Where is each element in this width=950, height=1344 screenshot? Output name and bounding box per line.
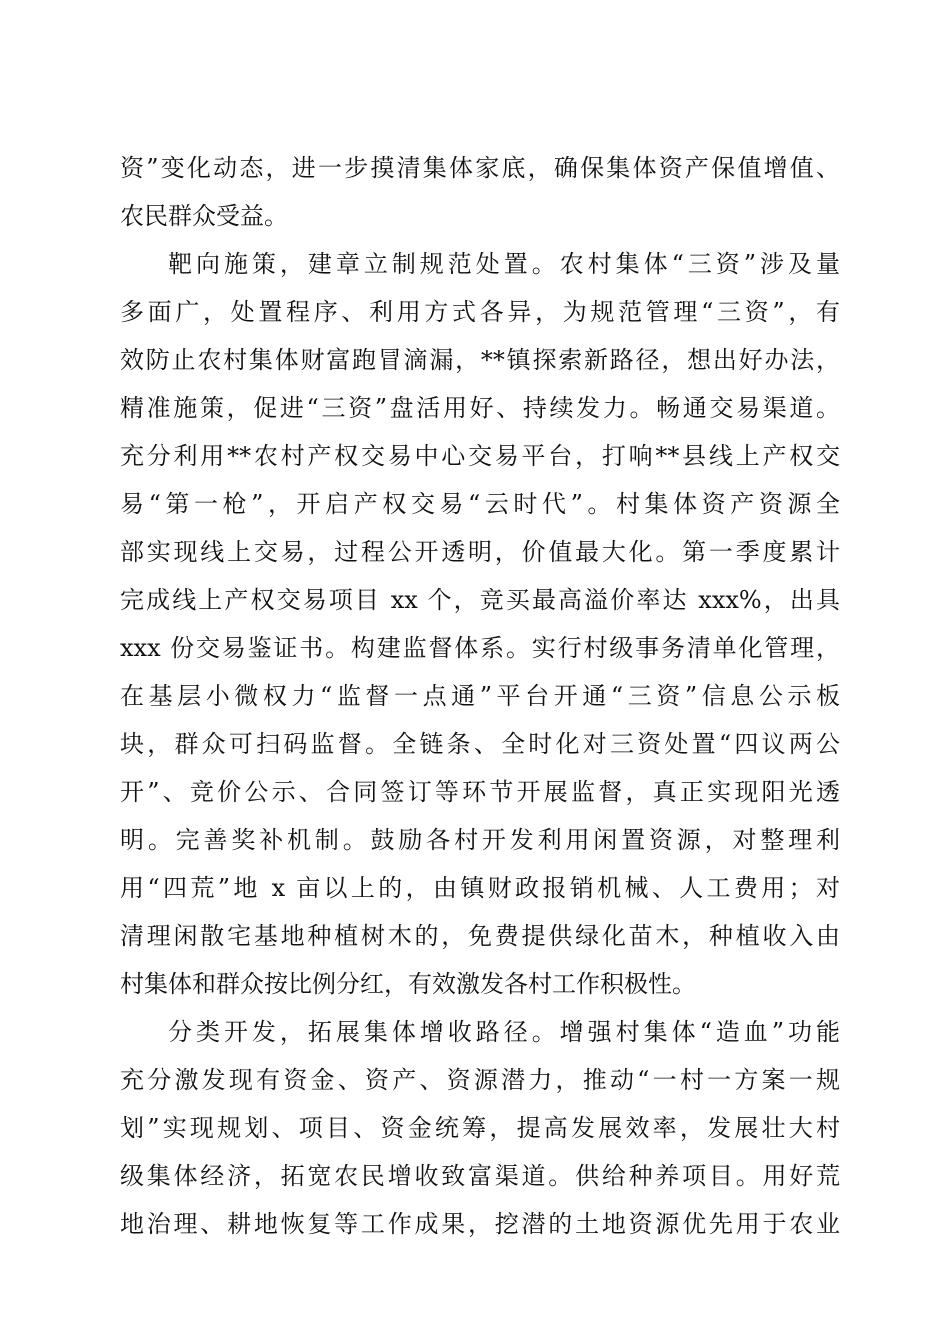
text-line-17: 清理闲散宅基地种植树木的，免费提供绿化苗木，种植收入由 bbox=[120, 922, 840, 950]
text-line-11: xxx 份交易鉴证书。构建监督体系。实行村级事务清单化管理， bbox=[120, 634, 840, 662]
text-line-10: 完成线上产权交易项目 xx 个，竞买最高溢价率达 xxx%，出具 bbox=[120, 586, 840, 614]
text-line-23: 地治理、耕地恢复等工作成果，挖潜的土地资源优先用于农业 bbox=[120, 1210, 840, 1238]
text-line-8: 易“第一枪”，开启产权交易“云时代”。村集体资产资源全 bbox=[120, 490, 840, 518]
text-line-4: 多面广，处置程序、利用方式各异，为规范管理“三资”，有 bbox=[120, 298, 840, 326]
text-line-16: 用“四荒”地 x 亩以上的，由镇财政报销机械、人工费用；对 bbox=[120, 874, 840, 902]
text-line-14: 开”、竞价公示、合同签订等环节开展监督，真正实现阳光透 bbox=[120, 778, 840, 806]
text-line-6: 精准施策，促进“三资”盘活用好、持续发力。畅通交易渠道。 bbox=[120, 394, 840, 422]
text-line-20: 充分激发现有资金、资产、资源潜力，推动“一村一方案一规 bbox=[120, 1066, 840, 1094]
text-line-18: 村集体和群众按比例分红，有效激发各村工作积极性。 bbox=[120, 970, 696, 998]
text-line-22: 级集体经济，拓宽农民增收致富渠道。供给种养项目。用好荒 bbox=[120, 1162, 840, 1190]
text-line-13: 块，群众可扫码监督。全链条、全时化对三资处置“四议两公 bbox=[120, 730, 840, 758]
text-line-15: 明。完善奖补机制。鼓励各村开发利用闲置资源，对整理利 bbox=[120, 826, 840, 854]
text-line-7: 充分利用**农村产权交易中心交易平台，打响**县线上产权交 bbox=[120, 442, 840, 470]
text-line-21: 划”实现规划、项目、资金统筹，提高发展效率，发展壮大村 bbox=[120, 1114, 840, 1142]
text-line-9: 部实现线上交易，过程公开透明，价值最大化。第一季度累计 bbox=[120, 538, 840, 566]
text-line-5: 效防止农村集体财富跑冒滴漏，**镇探索新路径，想出好办法， bbox=[120, 346, 840, 374]
text-line-2: 农民群众受益。 bbox=[120, 202, 288, 230]
paragraph-heading-1: 靶向施策，建章立制规范处置。农村集体“三资”涉及量 bbox=[168, 250, 840, 278]
text-line-12: 在基层小微权力“监督一点通”平台开通“三资”信息公示板 bbox=[120, 682, 840, 710]
text-line-1: 资”变化动态，进一步摸清集体家底，确保集体资产保值增值、 bbox=[120, 154, 840, 182]
paragraph-heading-2: 分类开发，拓展集体增收路径。增强村集体“造血”功能 bbox=[168, 1018, 840, 1046]
